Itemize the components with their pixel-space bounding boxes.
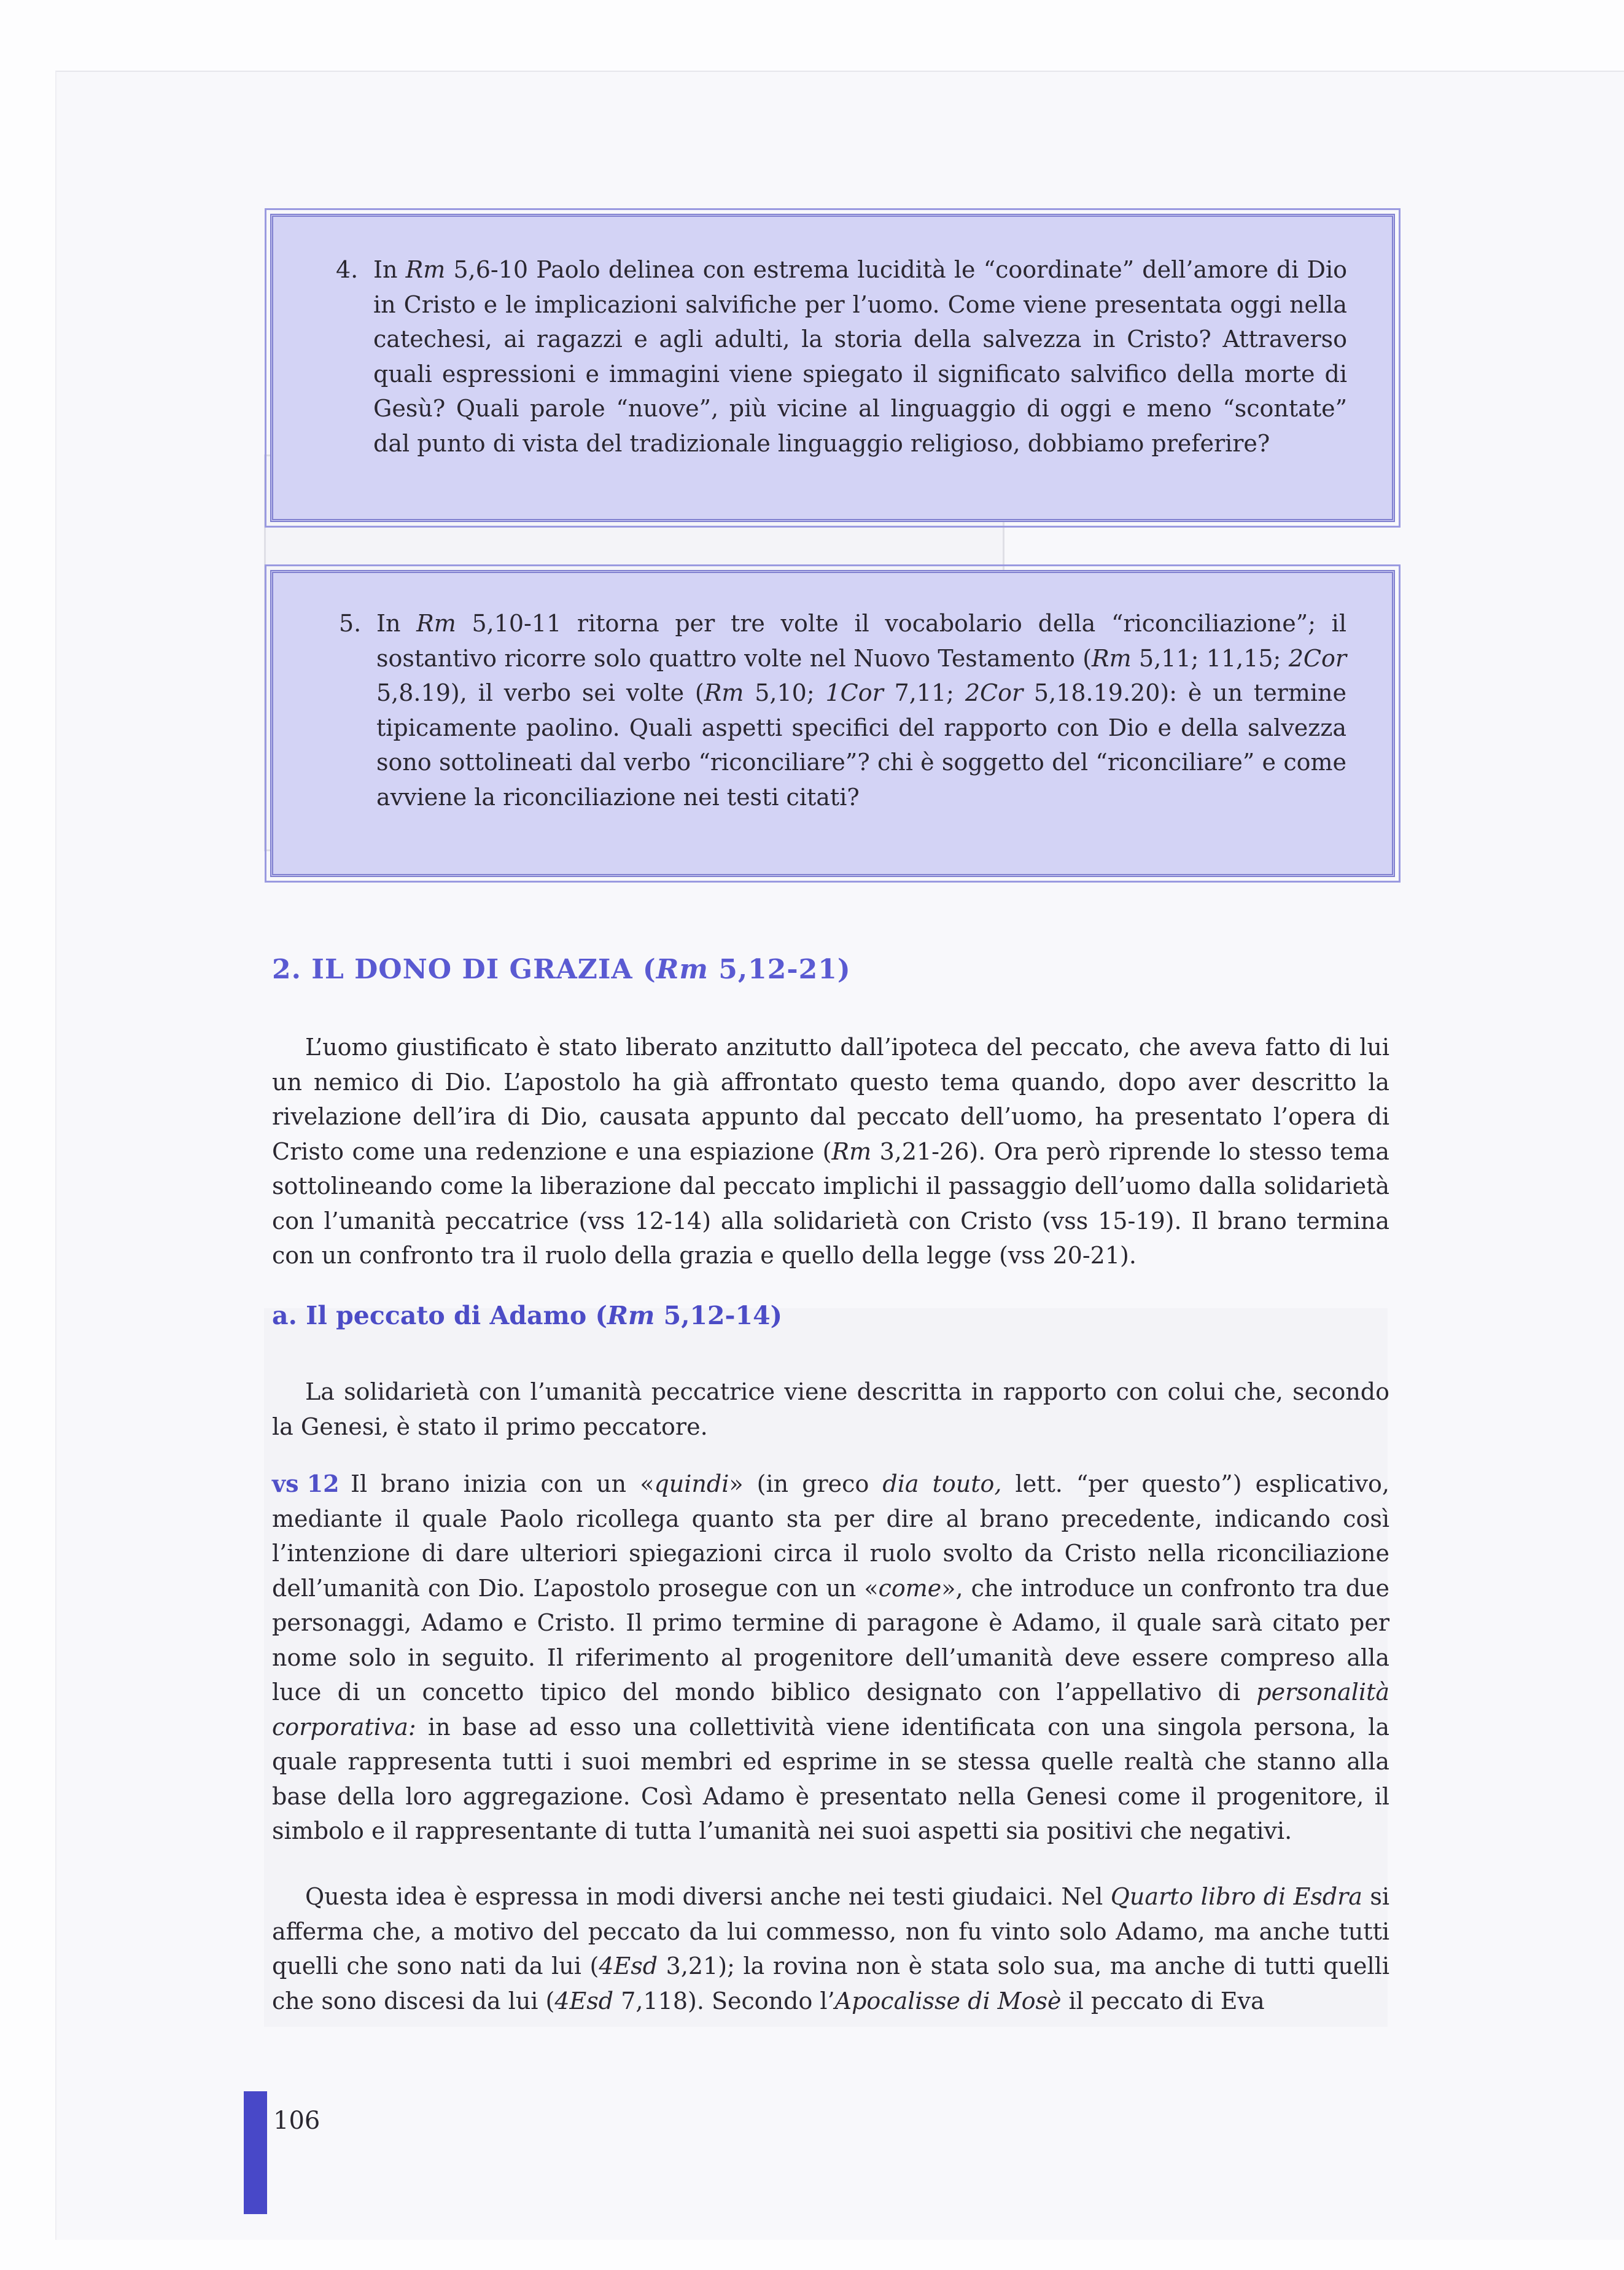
question-4-number: 4.	[336, 256, 359, 283]
question-4-box	[270, 214, 1395, 522]
verse-label: vs 12	[272, 1470, 340, 1497]
ref-rm: Rm	[405, 256, 446, 283]
verse-12-paragraph: Il brano inizia con un «quindi» (in greco dia touto, lett. “per questo”) esplicativo, mediante il quale Paolo ricollega quanto sta per dire al brano precedente, indicando così l’intenzione di dare ulteriori spiegazioni circa il ruolo svolto da Cristo nella riconciliazione dell’umanità con Dio. L’apostolo prosegue con un «come», che introduce un confronto tra due personaggi, Adamo e Cristo. Il primo termine di paragone è Adamo, il quale sarà citato per nome solo in seguito. Il riferimento al progenitore dell’umanità deve essere compreso alla luce di un concetto tipico del mondo biblico designato con l’appellativo di personalità corporativa: in base ad esso una collettività viene identificata con una singola persona, la quale rappresenta tutti i suoi membri ed esprime in se stessa quelle realtà che stanno alla base della loro aggregazione. Così Adamo è presentato nella Genesi come il progenitore, il simbolo e il rappresentante di tutta l’umanità nei suoi aspetti sia positivi che negativi.	[272, 1470, 1390, 1844]
question-4-text: In Rm 5,6-10 Paolo delinea con estrema lucidità le “coordinate” dell’amore di Dio in Cristo e le implicazioni salvifiche per l’uomo. Come viene presentata oggi nella catechesi, ai ragazzi e agli adulti, la storia della salvezza in Cristo? Attraverso quali espressioni e immagini viene spiegato il significato salvifico della morte di Gesù? Quali parole “nuove”, più vicine al linguaggio di oggi e meno “scontate” dal punto di vista del tradizionale linguaggio religioso, dobbiamo preferire?	[373, 256, 1347, 457]
intro-paragraph: L’uomo giustificato è stato liberato anzitutto dall’ipoteca del peccato, che aveva fatto di lui un nemico di Dio. L’apostolo ha già affrontato questo tema quando, dopo aver descritto la rivelazione dell’ira di Dio, causata appunto dal peccato dell’uomo, ha presentato l’opera di Cristo come una redenzione e una espiazione (Rm 3,21-26). Ora però riprende lo stesso tema sottolineando come la liberazione dal peccato implichi il passaggio dell’uomo dalla solidarietà con l’umanità peccatrice (vss 12-14) alla solidarietà con Cristo (vss 15-19). Il brano termina con un confronto tra il ruolo della grazia e quello della legge (vss 20-21).	[272, 1034, 1389, 1269]
subsection-intro: La solidarietà con l’umanità peccatrice viene descritta in rapporto con colui che, secondo la Genesi, è stato il primo peccatore.	[272, 1378, 1389, 1440]
page-marker-bar	[244, 2091, 267, 2214]
question-5-text: In Rm 5,10-11 ritorna per tre volte il vocabolario della “riconciliazione”; il sostantivo ricorre solo quattro volte nel Nuovo Testamento (Rm 5,11; 11,15; 2Cor 5,8.19), il verbo sei volte (Rm 5,10; 1Cor 7,11; 2Cor 5,18.19.20): è un termine tipicamente paolino. Quali aspetti specifici del rapporto con Dio e della salvezza sono sottolineati dal verbo “riconciliare”? chi è soggetto del “riconciliare” e come avviene la riconciliazione nei testi citati?	[376, 610, 1346, 811]
question-5-box	[270, 570, 1395, 877]
section-heading: 2. IL DONO DI GRAZIA (Rm 5,12-21)	[272, 954, 851, 985]
page-number: 106	[273, 2107, 321, 2135]
giudaici-paragraph: Questa idea è espressa in modi diversi anche nei testi giudaici. Nel Quarto libro di Esdra si afferma che, a motivo del peccato da lui commesso, non fu vinto solo Adamo, ma anche tutti quelli che sono nati da lui (4Esd 3,21); la rovina non è stata solo sua, ma anche di tutti quelli che sono discesi da lui (4Esd 7,118). Secondo l’Apocalisse di Mosè il peccato di Eva	[272, 1883, 1389, 2015]
question-5-number: 5.	[339, 610, 362, 637]
subsection-heading: a. Il peccato di Adamo (Rm 5,12-14)	[272, 1301, 782, 1330]
